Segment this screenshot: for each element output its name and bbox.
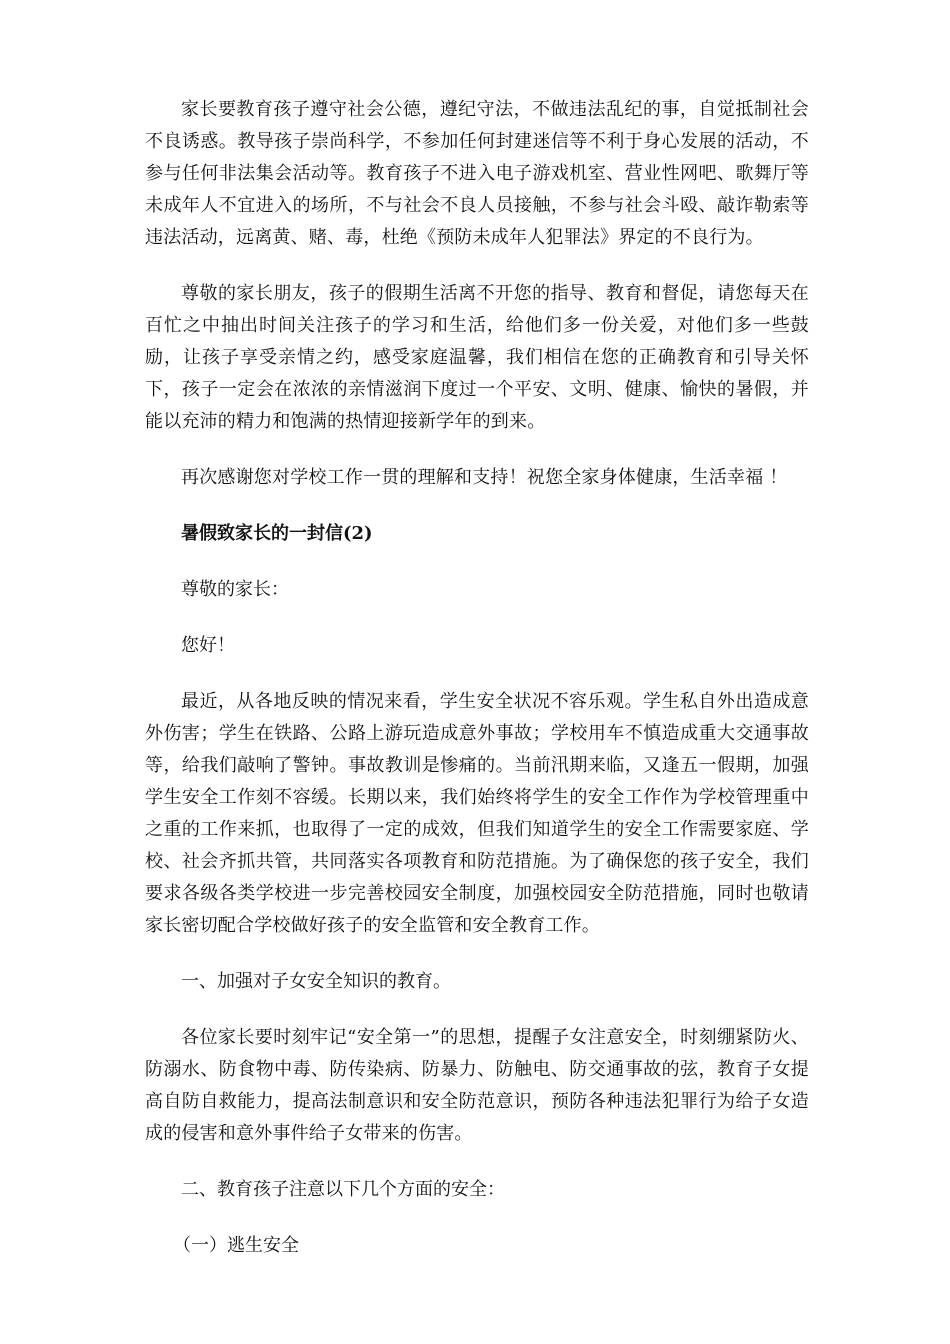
section-heading-1: 一、加强对子女安全知识的教育。	[181, 971, 451, 992]
letter-heading: 暑假致家长的一封信(2)	[181, 523, 373, 544]
subsection-heading-1: （一）逃生安全	[173, 1235, 299, 1256]
section-heading-2: 二、教育孩子注意以下几个方面的安全：	[181, 1179, 505, 1200]
paragraph-social-conduct: 家长要教育孩子遵守社会公德，遵纪守法，不做违法乱纪的事，自觉抵制社会不良诱惑。教导孩子崇尚科学，不参加任何封建迷信等不利于身心发展的活动，不参与任何非法集会活动等。教育孩子不进入电子游戏机室、营业性网吧、歌舞厅等未成年人不宜进入的场所，不与社会不良人员接触，不参与社会斗殴、敲诈勒索等违法活动，远离黄、赌、毒，杜绝《预防未成年人犯罪法》界定的不良行为。	[145, 99, 809, 248]
paragraph-safety-knowledge: 各位家长要时刻牢记“安全第一”的思想，提醒子女注意安全，时刻绷紧防火、防溺水、防食物中毒、防传染病、防暴力、防触电、防交通事故的弦，教育子女提高自防自救能力，提高法制意识和安全防范意识，预防各种违法犯罪行为给子女造成的侵害和意外事件给子女带来的伤害。	[145, 1027, 809, 1144]
paragraph-parent-care: 尊敬的家长朋友，孩子的假期生活离不开您的指导、教育和督促，请您每天在百忙之中抽出时间关注孩子的学习和生活，给他们多一份关爱，对他们多一些鼓励，让孩子享受亲情之约，感受家庭温馨，我们相信在您的正确教育和引导关怀下，孩子一定会在浓浓的亲情滋润下度过一个平安、文明、健康、愉快的暑假，并能以充沛的精力和饱满的热情迎接新学年的到来。	[145, 283, 809, 432]
salutation: 尊敬的家长：	[181, 579, 289, 600]
paragraph-thanks: 再次感谢您对学校工作一贯的理解和支持！祝您全家身体健康，生活幸福 ！	[181, 467, 788, 488]
document-body	[145, 94, 809, 1286]
paragraph-safety-situation: 最近，从各地反映的情况来看，学生安全状况不容乐观。学生私自外出造成意外伤害；学生在铁路、公路上游玩造成意外事故；学校用车不慎造成重大交通事故等，给我们敲响了警钟。事故教训是惨痛的。当前汛期来临，又逢五一假期，加强学生安全工作刻不容缓。长期以来，我们始终将学生的安全工作作为学校管理重中之重的工作来抓，也取得了一定的成效，但我们知道学生的安全工作需要家庭、学校、社会齐抓共管，共同落实各项教育和防范措施。为了确保您的孩子安全，我们要求各级各类学校进一步完善校园安全制度，加强校园安全防范措施，同时也敬请家长密切配合学校做好孩子的安全监管和安全教育工作。	[145, 691, 809, 936]
greeting: 您好！	[181, 635, 235, 656]
